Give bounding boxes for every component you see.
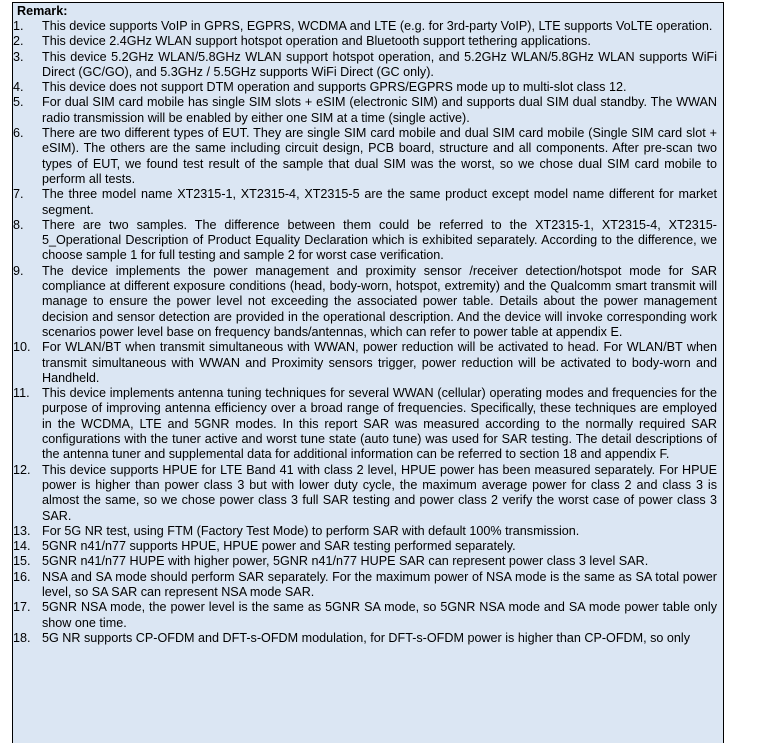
remark-item (13, 95, 723, 126)
remarks-heading: Remark: (17, 4, 68, 18)
remark-text: This device 5.2GHz WLAN/5.8GHz WLAN support hotspot operation, and 5.2GHz WLAN/5.8GHz WLAN supports WiFi Direct (GC/GO), and 5.3GHz / 5.5GHz supports WiFi Direct (GC only). (42, 49, 717, 79)
remark-item (13, 187, 723, 218)
remark-item (13, 19, 723, 34)
remark-number: 14. (13, 539, 31, 554)
remark-item (13, 524, 723, 539)
remark-number: 4. (13, 80, 24, 95)
remark-text: 5GNR n41/n77 HUPE with higher power, 5GNR n41/n77 HUPE SAR can represent power class 3 level SAR. (42, 554, 649, 569)
remark-item (13, 264, 723, 340)
remarks-box (12, 2, 724, 743)
remark-item (13, 34, 723, 49)
remark-item (13, 218, 723, 264)
remark-number: 17. (13, 600, 31, 615)
remark-number: 5. (13, 95, 24, 110)
remark-number: 18. (13, 630, 31, 645)
remarks-list (13, 19, 723, 646)
remark-text: For WLAN/BT when transmit simultaneous with WWAN, power reduction will be activated to head. For WLAN/BT when transmit simultaneous with WWAN and Proximity sensors trigger, power reduction will be activated to body-worn and Handheld. (42, 340, 717, 385)
remark-number: 15. (13, 554, 31, 569)
remark-number: 13. (13, 523, 31, 538)
remark-number: 1. (13, 19, 24, 33)
remark-text: This device supports HPUE for LTE Band 41 with class 2 level, HPUE power has been measured separately. For HPUE power is higher than power class 3 but with lower duty cycle, the maximum average power for class 2 and class 3 is almost the same, so we chose power class 3 full SAR testing and power class 2 verify the worst case of power class 3 SAR. (42, 462, 717, 523)
remark-text: NSA and SA mode should perform SAR separately. For the maximum power of NSA mode is the same as SA total power level, so SA SAR can represent NSA mode SAR. (42, 569, 717, 599)
remark-text: This device 2.4GHz WLAN support hotspot operation and Bluetooth support tethering applications. (42, 34, 591, 49)
remark-item (13, 386, 723, 462)
remark-text: This device implements antenna tuning techniques for several WWAN (cellular) operating modes and frequencies for the purpose of improving antenna efficiency over a broad range of frequencies. Specifically, these techniques are employed in the WCDMA, LTE and 5GNR modes. In this report SAR was measured according to the normally required SAR configurations with the tuner active and worst tune state (auto tune) was used for SAR testing. The detail descriptions of the antenna tuner and supplemental data for additional information can be referred to section 18 and appendix F. (42, 386, 717, 462)
remark-item (13, 80, 723, 95)
remark-text: 5GNR NSA mode, the power level is the same as 5GNR SA mode, so 5GNR NSA mode and SA mode power table only show one time. (42, 600, 717, 630)
remark-item (13, 600, 723, 631)
remark-text: The device implements the power management and proximity sensor /receiver detection/hotspot mode for SAR compliance at different exposure conditions (head, body-worn, hotspot, extremity) and the Qualcomm smart transmit will manage to ensure the power level not exceeding the associated power table. Details about the power management decision and sensor detection are provided in the operational description. And the device will invoke corresponding work scenarios power level base on frequency bands/antennas, which can refer to power table at appendix E. (42, 263, 717, 339)
remark-number: 9. (13, 263, 24, 278)
remark-item (13, 631, 723, 646)
remark-item (13, 340, 723, 386)
remark-text: This device does not support DTM operation and supports GPRS/EGPRS mode up to multi-slot class 12. (42, 80, 627, 95)
remark-number: 7. (13, 187, 24, 202)
remark-text: The three model name XT2315-1, XT2315-4, XT2315-5 are the same product except model name different for market segment. (42, 187, 717, 217)
remark-text: There are two different types of EUT. They are single SIM card mobile and dual SIM card mobile (Single SIM card slot + eSIM). The others are the same including circuit design, PCB board, structure and all components. After pre-scan two types of EUT, we found test result of the sample that dual SIM was the worst, so we chose dual SIM card mobile to perform all tests. (42, 126, 717, 186)
remark-item (13, 50, 723, 81)
remark-number: 3. (13, 49, 24, 64)
remark-item (13, 570, 723, 601)
remark-number: 11. (13, 386, 30, 401)
remark-item (13, 463, 723, 524)
remark-number: 12. (13, 462, 31, 477)
remark-number: 6. (13, 126, 24, 141)
remark-text: 5G NR supports CP-OFDM and DFT-s-OFDM modulation, for DFT-s-OFDM power is higher than CP-OFDM, so only (42, 630, 691, 645)
remark-number: 2. (13, 34, 24, 49)
remark-item (13, 554, 723, 569)
remark-item (13, 126, 723, 187)
remark-number: 16. (13, 569, 31, 584)
remark-text: For 5G NR test, using FTM (Factory Test Mode) to perform SAR with default 100% transmission. (42, 523, 580, 538)
remark-text: 5GNR n41/n77 supports HPUE, HPUE power and SAR testing performed separately. (42, 539, 516, 554)
remark-text: For dual SIM card mobile has single SIM slots + eSIM (electronic SIM) and supports dual SIM dual standby. The WWAN radio transmission will be enabled by either one SIM at a time (single active). (42, 95, 717, 125)
remark-item (13, 539, 723, 554)
remark-number: 8. (13, 217, 24, 232)
remark-number: 10. (13, 340, 31, 355)
remark-text: There are two samples. The difference between them could be referred to the XT2315-1, XT2315-4, XT2315-5_Operational Description of Product Equality Declaration which is exhibited separately. According to the difference, we choose sample 1 for full testing and sample 2 for worst case verification. (42, 217, 717, 263)
remark-text: This device supports VoIP in GPRS, EGPRS, WCDMA and LTE (e.g. for 3rd-party VoIP), LTE supports VoLTE operation. (42, 19, 713, 33)
